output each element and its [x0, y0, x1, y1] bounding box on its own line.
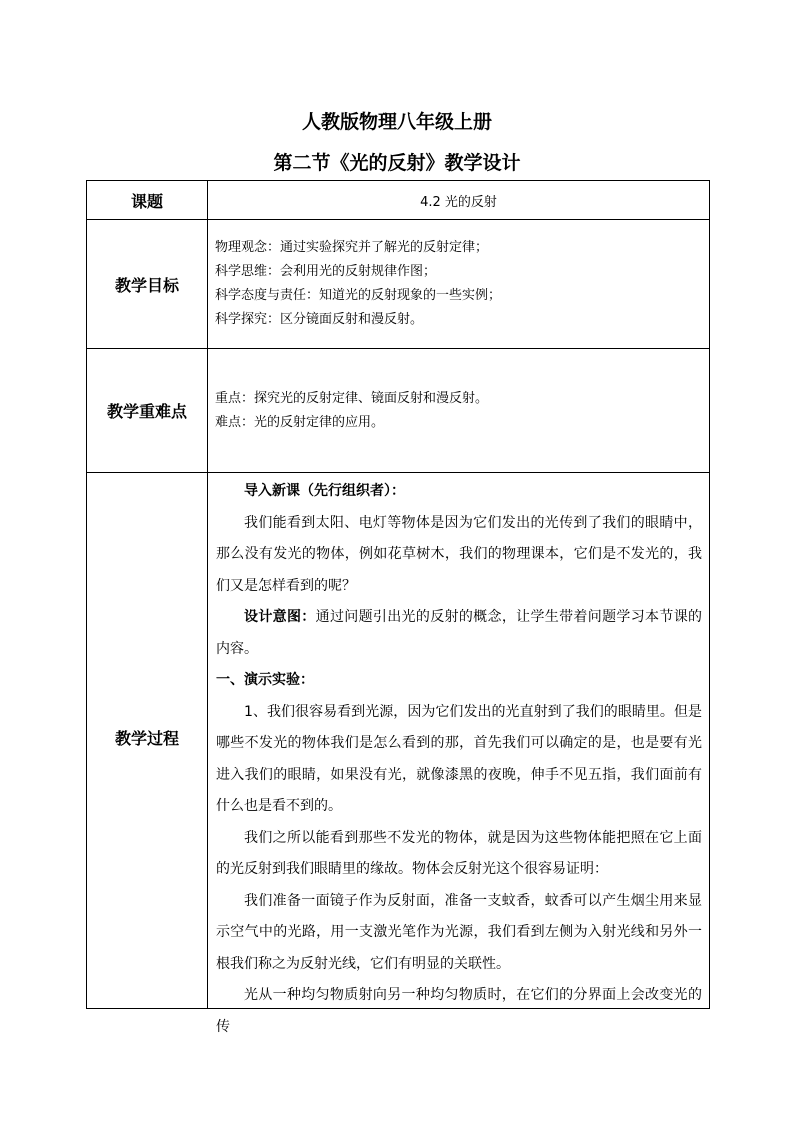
key-point-item: 难点：光的反射定律的应用。 — [215, 414, 385, 430]
key-point-item: 重点：探究光的反射定律、镜面反射和漫反射。 — [215, 390, 489, 406]
table-row-topic — [87, 181, 710, 220]
goal-item: 科学思维：会利用光的反射规律作图； — [215, 264, 437, 279]
goal-item: 科学态度与责任：知道光的反射现象的一些实例； — [215, 288, 502, 303]
intro-paragraph: 我们能看到太阳、电灯等物体是因为它们发出的光传到了我们的眼睛中，那么没有发光的物体，例如花草树木，我们的物理课本，它们是不发光的，我们又是怎样看到的呢？ — [216, 514, 702, 594]
table-row-process — [87, 473, 710, 1009]
key-points-label: 教学重难点 — [87, 349, 208, 473]
intro-heading: 导入新课（先行组织者）： — [244, 483, 405, 499]
key-points-content — [208, 349, 710, 473]
process-paragraph: 1、我们很容易看到光源，因为它们发出的光直射到了我们的眼睛里。但是哪些不发光的物体我们是怎么看到的那，首先我们可以确定的是，也是要有光进入我们的眼睛，如果没有光，就像漆黑的夜晚，伸手不见五指，我们面前有什么也是看不到的。 — [216, 703, 702, 814]
table-row-key-points — [87, 349, 710, 473]
document-subtitle: 第二节《光的反射》教学设计 — [273, 152, 521, 174]
process-paragraph: 我们之所以能看到那些不发光的物体，就是因为这些物体能把照在它上面的光反射到我们眼睛里的缘故。物体会反射光这个很容易证明： — [216, 829, 702, 877]
design-intent-text: 通过问题引出光的反射的概念，让学生带着问题学习本节课的内容。 — [216, 609, 703, 657]
lesson-plan-table — [86, 180, 710, 1035]
topic-value: 4.2 光的反射 — [208, 181, 710, 220]
process-label: 教学过程 — [87, 473, 208, 1009]
table-row-goals — [87, 220, 710, 349]
design-intent-paragraph — [216, 602, 702, 665]
goals-label: 教学目标 — [87, 220, 208, 349]
process-content — [208, 473, 710, 1035]
process-paragraph: 我们准备一面镜子作为反射面，准备一支蚊香，蚊香可以产生烟尘用来显示空气中的光路，用一支激光笔作为光源，我们看到左侧为入射光线和另外一根我们称之为反射光线，它们有明显的关联性。 — [216, 892, 702, 972]
goal-item: 物理观念：通过实验探究并了解光的反射定律； — [215, 240, 489, 255]
goal-item: 科学探究：区分镜面反射和漫反射。 — [215, 312, 424, 327]
topic-label: 课题 — [87, 181, 208, 220]
goals-content — [208, 220, 710, 349]
section-heading: 一、演示实验： — [216, 672, 314, 688]
design-intent-label: 设计意图： — [244, 609, 316, 625]
document-title: 人教版物理八年级上册 — [301, 111, 492, 133]
process-paragraph: 光从一种均匀物质射向另一种均匀物质时，在它们的分界面上会改变光的传 — [216, 987, 702, 1035]
